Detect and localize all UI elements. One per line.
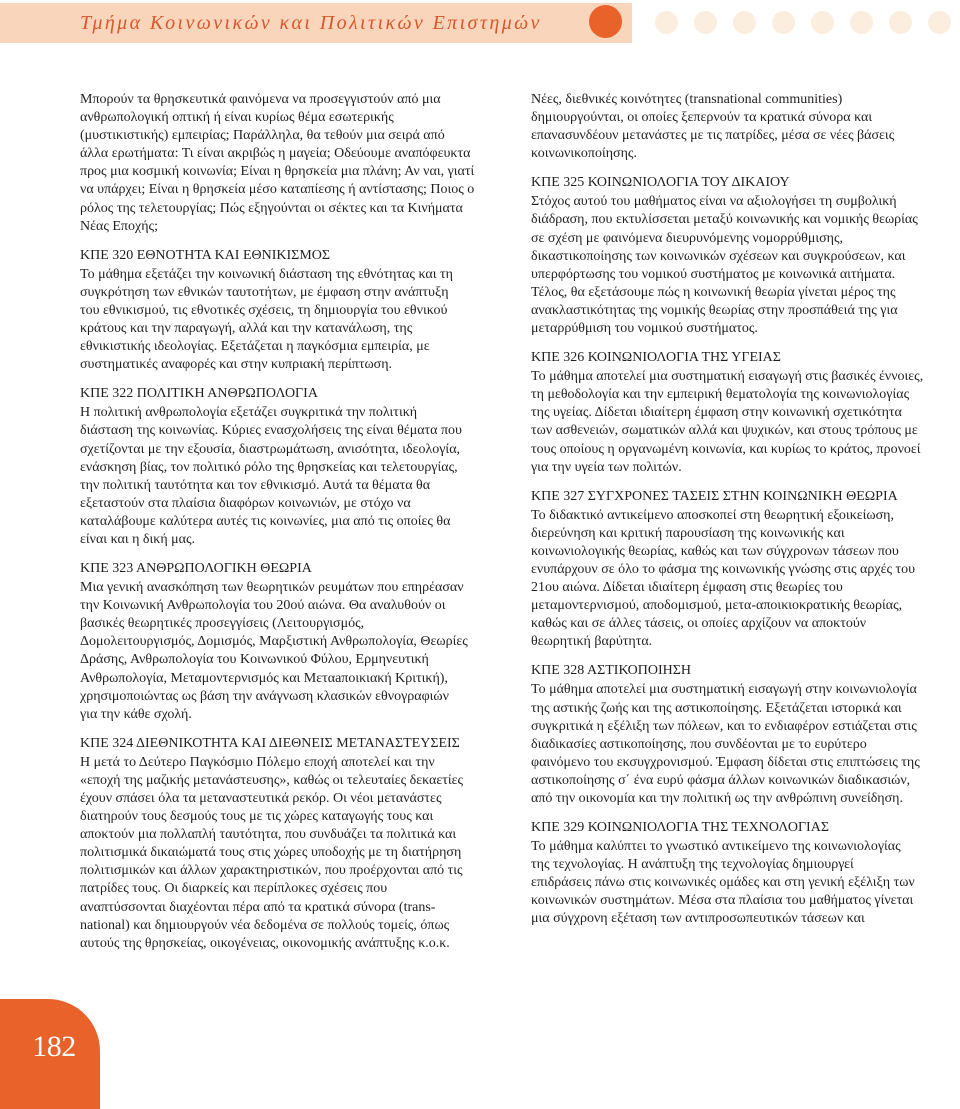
decorative-dot-icon <box>733 11 756 34</box>
text-line: national) και δημιουργούν νέα δεδομένα σε πολλούς τομείς, όπως <box>80 917 450 933</box>
text-line: ενυπάρχουν σε όλο το φάσμα της κοινωνικής γνώσης στις αρχές του <box>531 561 916 577</box>
text-line: μεταρρύθμιση του νομικού συστήματος. <box>531 321 758 337</box>
course-description <box>531 681 943 808</box>
text-line: τη μεθοδολογία και την εμπειρική θεματολογία της κοινωνιολογίας <box>531 387 910 403</box>
course-description <box>531 368 943 477</box>
course-section <box>80 735 492 953</box>
decorative-dot-icon <box>694 11 717 34</box>
text-line: για την υγεία των πολιτών. <box>531 459 682 475</box>
course-description <box>80 266 492 375</box>
text-line: άλλα ερωτήματα: Τι είναι ακριβώς η μαγεία; Οδεύουμε αναπόφευκτα <box>80 146 471 162</box>
text-line: Τέλος, θα εξετάσουμε πώς η κοινωνική θεωρία γίνεται μέρος της <box>531 284 896 300</box>
text-line: εξεταστούν στα πλαίσια διαφόρων κοινωνιών, με στόχο να <box>80 495 411 511</box>
course-heading: ΚΠΕ 322 ΠΟΛΙΤΙΚΗ ΑΝΘΡΩΠΟΛΟΓΙΑ <box>80 386 318 402</box>
text-line: διάδραση, που εκτυλίσσεται μεταξύ κοινωνικής και νομικής θεωρίας <box>531 212 918 228</box>
decorative-dot-icon <box>811 11 834 34</box>
text-line: την πολιτική ταυτότητα και τον εθνικισμό. Αυτά τα θέματα θα <box>80 477 431 493</box>
text-line: Δομολειτουργισμός, Δομισμός, Μαρξιστική Ανθρωπολογία, Θεωρίες <box>80 634 468 650</box>
page-number: 182 <box>32 1030 76 1063</box>
text-line: των ασθενειών, σωματικών αλλά και ψυχικών, και στους τρόπους με <box>531 423 918 439</box>
text-line: διατηρούν τους δεσμούς τους με τις χώρες καταγωγής τους και <box>80 809 434 825</box>
text-line: Το διδακτικό αντικείμενο αποσκοπεί στη θεωρητική εξοικείωση, <box>531 507 894 523</box>
course-section <box>531 174 943 338</box>
course-section <box>531 662 943 808</box>
text-line: της τεχνολογίας. Η ανάπτυξη της τεχνολογίας δημιουργεί <box>531 857 854 873</box>
text-line: Νέες, διεθνικές κοινότητες (transnational communities) <box>531 92 843 107</box>
decorative-dot-icon <box>850 11 873 34</box>
course-description <box>531 507 943 652</box>
text-line: επανασυνδέουν μετανάστες με τις πατρίδες, μέσα σε νέες βάσεις <box>531 128 895 144</box>
course-section <box>531 488 943 652</box>
text-line: Η μετά το Δεύτερο Παγκόσμιο Πόλεμο εποχή αποτελεί και την <box>80 754 435 770</box>
text-line: από την οικονομία και την πολιτική ως την ανθρώπινη συνείδηση. <box>531 791 903 806</box>
course-description <box>80 754 492 953</box>
text-line: συγκριτικά η εξέλιξη των πόλεων, και το ενδιαφέρον εστιάζεται στις <box>531 718 917 734</box>
course-section <box>531 349 943 477</box>
text-line: θεωρητική βαρύτητα. <box>531 634 653 650</box>
decorative-dot-icon <box>928 11 951 34</box>
text-line: έχουν σπάσει όλα τα μεταναστευτικά ρεκόρ. Οι νέοι μετανάστες <box>80 791 442 806</box>
text-line: μια σύγχρονη εξέταση των αντιπροσωπευτικών τάσεων και <box>531 911 865 927</box>
text-line: υπερφόρτωσης του νομικού συστήματος με κοινωνικά αιτήματα. <box>531 266 896 282</box>
decorative-dot-icon <box>889 11 912 34</box>
course-section <box>80 91 492 236</box>
text-line: να υπάρχει; Είναι η θρησκεία μέσο καταπίεσης ή αντίστασης; Ποιος ο <box>80 182 475 198</box>
course-heading: ΚΠΕ 328 ΑΣΤΙΚΟΠΟΙΗΣΗ <box>531 663 691 679</box>
text-line: σχετίζονται με την εξουσία, διαστρωμάτωση, ανισότητα, ιδεολογία, <box>80 441 461 457</box>
course-heading: ΚΠΕ 320 ΕΘΝΟΤΗΤΑ ΚΑΙ ΕΘΝΙΚΙΣΜΟΣ <box>80 247 331 263</box>
course-description <box>80 91 492 236</box>
course-heading: ΚΠΕ 324 ΔΙΕΘΝΙΚΟΤΗΤΑ ΚΑΙ ΔΙΕΘΝΕΙΣ ΜΕΤΑΝΑΣΤΕΥΣΕΙΣ <box>80 735 460 751</box>
course-section <box>531 91 943 163</box>
text-line: συγκρότηση των εθνικών ταυτοτήτων, με έμφαση στην ανάπτυξη <box>80 284 449 300</box>
text-line: κράτους και την παραγωγή, αλλά και την κατανάλωση, της <box>80 321 413 337</box>
text-line: μεταμοντερνισμού, αποδομισμού, μετα-αποικιοκρατικής θεωρίας, <box>531 598 903 614</box>
text-line: αυτούς της θρησκείας, οικογένειας, οικονομικής ανάπτυξης κ.ο.κ. <box>80 935 450 951</box>
course-section <box>80 560 492 724</box>
course-heading: ΚΠΕ 325 ΚΟΙΝΩΝΙΟΛΟΓΙΑ ΤΟΥ ΔΙΚΑΙΟΥ <box>531 175 790 191</box>
course-description <box>80 579 492 724</box>
text-line: πολιτισμικών και άλλων χαρακτηριστικών, που προέρχονται από τις <box>80 863 463 879</box>
right-column <box>531 91 943 940</box>
text-line: την Κοινωνική Ανθρωπολογία του 20ού αιώνα. Θα αναλυθούν οι <box>80 598 446 614</box>
text-line: ρόλος της τελετουργίας; Πώς εξηγούνται οι σέκτες και τα Κινήματα <box>80 200 463 216</box>
text-line: 21ου αιώνα. Δίδεται ιδιαίτερη έμφαση στις θεωρίες του <box>531 580 843 596</box>
text-line: κοινωνικών συστημάτων. Μέσα στα πλαίσια του μαθήματος γίνεται <box>531 893 914 909</box>
text-line: δημιουργούνται, οι οποίες ξεπερνούν τα κρατικά σύνορα και <box>531 110 873 126</box>
course-heading: ΚΠΕ 327 ΣΥΓΧΡΟΝΕΣ ΤΑΣΕΙΣ ΣΤΗΝ ΚΟΙΝΩΝΙΚΗ ΘΕΩΡΙΑ <box>531 488 898 504</box>
text-line: τους οποίους η οργανωμένη κοινωνία, και κυρίως το κράτος, προνοεί <box>531 441 921 457</box>
text-line: επιδράσεις πάνω στις κοινωνικές ομάδες και στη γενική εξέλιξη των <box>531 875 915 891</box>
text-line: διαδικασίες αστικοποίησης, που συνδέονται με το ευρύτερο <box>531 736 867 752</box>
text-line: κοινωνιολογικής θεωρίας, καθώς και των σύγχρονων τάσεων που <box>531 543 899 559</box>
text-line: για την κάθε σχολή. <box>80 706 192 722</box>
text-line: ανθρωπολογική οπτική ή είναι κυρίως θέμα εσωτερικής <box>80 110 394 126</box>
course-description <box>531 193 943 338</box>
text-line: πατρίδες τους. Οι διαρκείς και περίπλοκες σχέσεις που <box>80 881 388 897</box>
text-line: συστηματικές αναφορές και στην κυπριακή περίπτωση. <box>80 357 393 373</box>
left-column <box>80 91 492 964</box>
text-line: διάσταση της κοινωνίας. Κύριες ενασχολήσεις της είναι θέματα που <box>80 423 462 439</box>
text-line: εθνικιστικής ιδεολογίας. Εξετάζεται η παγκόσμια εμπειρία, με <box>80 339 430 355</box>
accent-dot-icon <box>589 5 622 38</box>
text-line: Η πολιτική ανθρωπολογία εξετάζει συγκριτικά την πολιτική <box>80 405 418 421</box>
text-line: ανακλαστικότητας της νομικής θεωρίας στην προσπάθειά της για <box>531 302 898 318</box>
text-line: Το μάθημα αποτελεί μια συστηματική εισαγωγή στις βασικές έννοιες, <box>531 369 924 385</box>
text-line: Το μάθημα αποτελεί μια συστηματική εισαγωγή στην κοινωνιολογία <box>531 682 917 698</box>
text-line: προς μια κοσμική κοινωνία; Είναι η θρησκεία μια πλάνη; Αν ναι, γιατί <box>80 164 475 180</box>
text-line: καθώς και σε άλλες τάσεις, οι οποίες αρχίζουν να αποκτούν <box>531 616 867 632</box>
text-line: σε σχέση με φαινόμενα διευρυνόμενης νομορρύθμισης, <box>531 230 844 246</box>
course-heading: ΚΠΕ 323 ΑΝΘΡΩΠΟΛΟΓΙΚΗ ΘΕΩΡΙΑ <box>80 561 312 577</box>
text-line: της υγείας. Δίδεται ιδιαίτερη έμφαση στην κοινωνική σχετικότητα <box>531 405 902 421</box>
course-description <box>531 91 943 163</box>
text-line: βασικές θεωρητικές προσεγγίσεις (Λειτουργισμός, <box>80 616 365 632</box>
text-line: «εποχή της μαζικής μετανάστευσης», καθώς οι τελευταίες δεκαετίες <box>80 772 464 788</box>
text-line: Δράσης, Ανθρωπολογία του Κοινωνικού Φύλου, Ερμηνευτική <box>80 652 429 668</box>
course-description <box>80 404 492 549</box>
text-line: χρησιμοποιώντας ως βάση την ανάγνωση κλασικών εθνογραφιών <box>80 688 449 704</box>
course-section <box>80 247 492 375</box>
text-line: Το μάθημα καλύπτει το γνωστικό αντικείμενο της κοινωνιολογίας <box>531 839 901 855</box>
text-line: καταλάβουμε καλύτερα αυτές τις κοινωνίες, μια από τις οποίες θα <box>80 513 451 529</box>
text-line: είναι και η δική μας. <box>80 531 196 547</box>
decorative-dot-icon <box>655 11 678 34</box>
decorative-dot-icon <box>772 11 795 34</box>
text-line: Ανθρωπολογία, Μεταμοντερνισμός και Μεταaποικιακή Κριτική), <box>80 670 448 686</box>
text-line: δικαστικοποίησης των κοινωνικών σχέσεων και συγκρούσεων, και <box>531 248 906 264</box>
text-line: αποκτούν μια πολλαπλή ταυτότητα, που συνδυάζει τα πολιτικά και <box>80 827 457 843</box>
text-line: πολιτισμικά δικαιώματά τους στις χώρες υποδοχής με τη διατήρηση <box>80 845 462 861</box>
course-heading: ΚΠΕ 329 ΚΟΙΝΩΝΙΟΛΟΓΙΑ ΤΗΣ ΤΕΧΝΟΛΟΓΙΑΣ <box>531 820 829 836</box>
text-line: Το μάθημα εξετάζει την κοινωνική διάσταση της εθνότητας και τη <box>80 266 453 282</box>
course-heading: ΚΠΕ 326 ΚΟΙΝΩΝΙΟΛΟΓΙΑ ΤΗΣ ΥΓΕΙΑΣ <box>531 350 781 366</box>
course-section <box>80 385 492 549</box>
text-line: αναπτύσσονται διαχέονται πέρα από τα κρατικά σύνορα (trans- <box>80 899 436 915</box>
text-line: ενάσκηση βίας, τον πολιτικό ρόλο της θρησκείας και τελετουργίας, <box>80 459 458 475</box>
text-line: Μια γενική ανασκόπηση των θεωρητικών ρευμάτων που επηρέασαν <box>80 580 464 596</box>
text-line: κοινωνικοποίησης. <box>531 146 637 162</box>
text-line: Μπορούν τα θρησκευτικά φαινόμενα να προσεγγιστούν από μια <box>80 92 441 107</box>
text-line: (μυστικιστικής) εμπειρίας; Παράλληλα, θα τεθούν μια σειρά από <box>80 128 445 144</box>
course-section <box>531 819 943 928</box>
text-line: φαινόμενο του εκσυγχρονισμού. Έμφαση δίδεται στις επιπτώσεις της <box>531 754 920 770</box>
course-description <box>531 838 943 928</box>
page-title: Τμήμα Κοινωνικών και Πολιτικών Επιστημών <box>80 12 542 34</box>
text-line: διερεύνηση και κριτική παρουσίαση της κοινωνικής και <box>531 525 845 541</box>
text-line: της αστικής ζωής και της αστικοποίησης. Εξετάζεται ιστορικά και <box>531 700 902 716</box>
text-line: Νέας Εποχής; <box>80 218 158 234</box>
text-line: Στόχος αυτού του μαθήματος είναι να αξιολογήσει τη συμβολική <box>531 194 897 210</box>
text-line: του εθνικισμού, τις εθνοτικές σχέσεις, τη δημιουργία του εθνικού <box>80 302 448 318</box>
text-line: αστικοποίησης σ΄ ένα ευρύ φάσμα άλλων κοινωνικών διαδικασιών, <box>531 772 911 788</box>
